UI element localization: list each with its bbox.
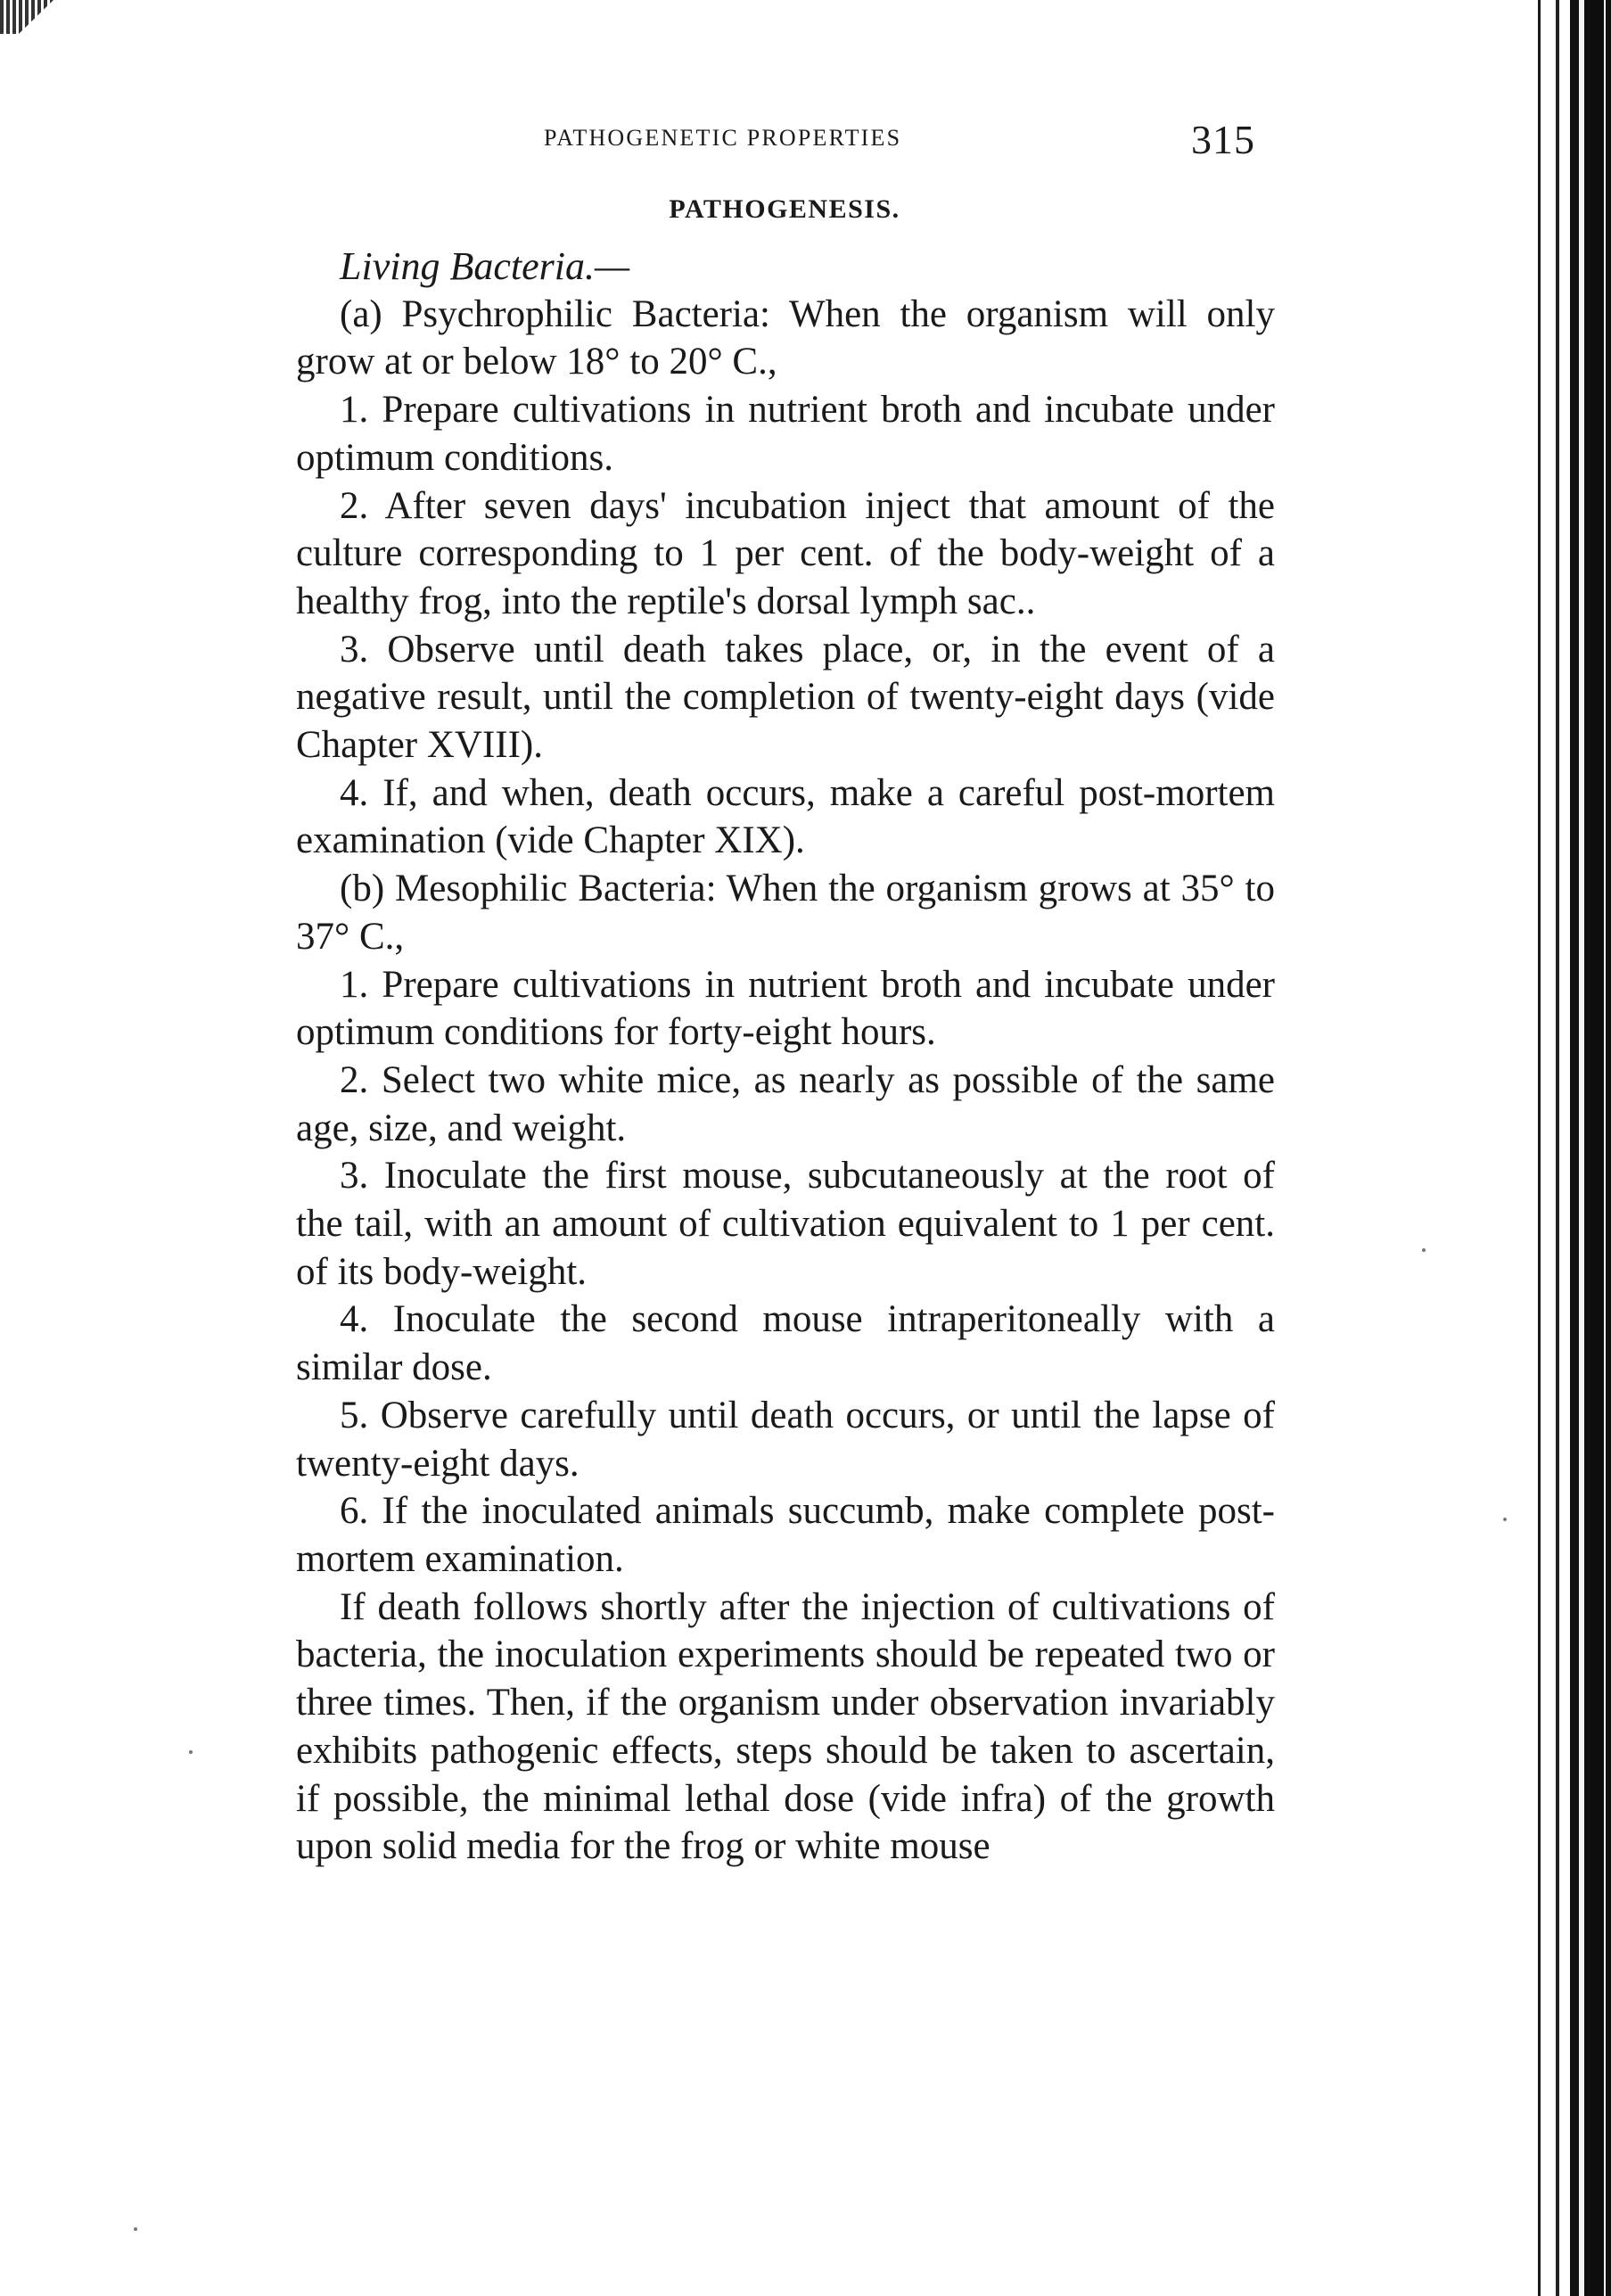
- paragraph-step: 5. Observe carefully until death occurs, or until the lapse of twenty-eight days.: [296, 1394, 1275, 1485]
- paragraph-step: 3. Inoculate the first mouse, subcutaneously at the root of the tail, with an amount of cultivation equivalent to 1 per cent. of its body-weight.: [296, 1155, 1275, 1293]
- scan-corner-mark: [0, 0, 53, 34]
- section-title: PATHOGENESIS.: [669, 194, 900, 224]
- paragraph-step: 3. Observe until death takes place, or, in the event of a negative result, until the completion of twenty-eight days (vide Chapter XVIII).: [296, 628, 1275, 767]
- paragraph-closing: If death follows shortly after the injection of cultivations of bacteria, the inoculation experiments should be repeated two or three times. Then, if the organism under observation invariably exhibits pathogenic effects, steps should be taken to ascertain, if possible, the minimal lethal dose (vide infra) of the growth upon solid media for the frog or white mouse: [296, 1585, 1275, 1868]
- paragraph-step: 2. After seven days' incubation inject that amount of the culture corresponding to 1 per cent. of the body-weight of a healthy frog, into the reptile's dorsal lymph sac..: [296, 484, 1275, 622]
- scan-speck: [189, 1750, 193, 1754]
- paragraph-step: 2. Select two white mice, as nearly as possible of the same age, size, and weight.: [296, 1058, 1275, 1149]
- paragraph-psychrophilic: (a) Psychrophilic Bacteria: When the organism will only grow at or below 18° to 20° C.,: [296, 292, 1275, 383]
- running-head: PATHOGENETIC PROPERTIES: [544, 125, 902, 151]
- book-spine-gutter: [1529, 0, 1611, 2296]
- lead-heading: Living Bacteria.—: [340, 244, 630, 288]
- scan-speck: [1503, 1518, 1507, 1521]
- scan-speck: [134, 2227, 137, 2231]
- paragraph-step: 4. Inoculate the second mouse intraperitoneally with a similar dose.: [296, 1298, 1275, 1389]
- page-number: 315: [1191, 117, 1255, 162]
- paragraph-mesophilic: (b) Mesophilic Bacteria: When the organism grows at 35° to 37° C.,: [296, 868, 1275, 958]
- paragraph-step: 1. Prepare cultivations in nutrient broth and incubate under optimum conditions for forty-eight hours.: [296, 963, 1275, 1054]
- scan-speck: [1422, 1248, 1426, 1252]
- body-text: [296, 243, 1275, 1871]
- paragraph-step: 6. If the inoculated animals succumb, make complete post-mortem examination.: [296, 1490, 1275, 1580]
- paragraph-step: 4. If, and when, death occurs, make a careful post-mortem examination (vide Chapter XIX).: [296, 771, 1275, 862]
- paragraph-step: 1. Prepare cultivations in nutrient broth and incubate under optimum conditions.: [296, 389, 1275, 479]
